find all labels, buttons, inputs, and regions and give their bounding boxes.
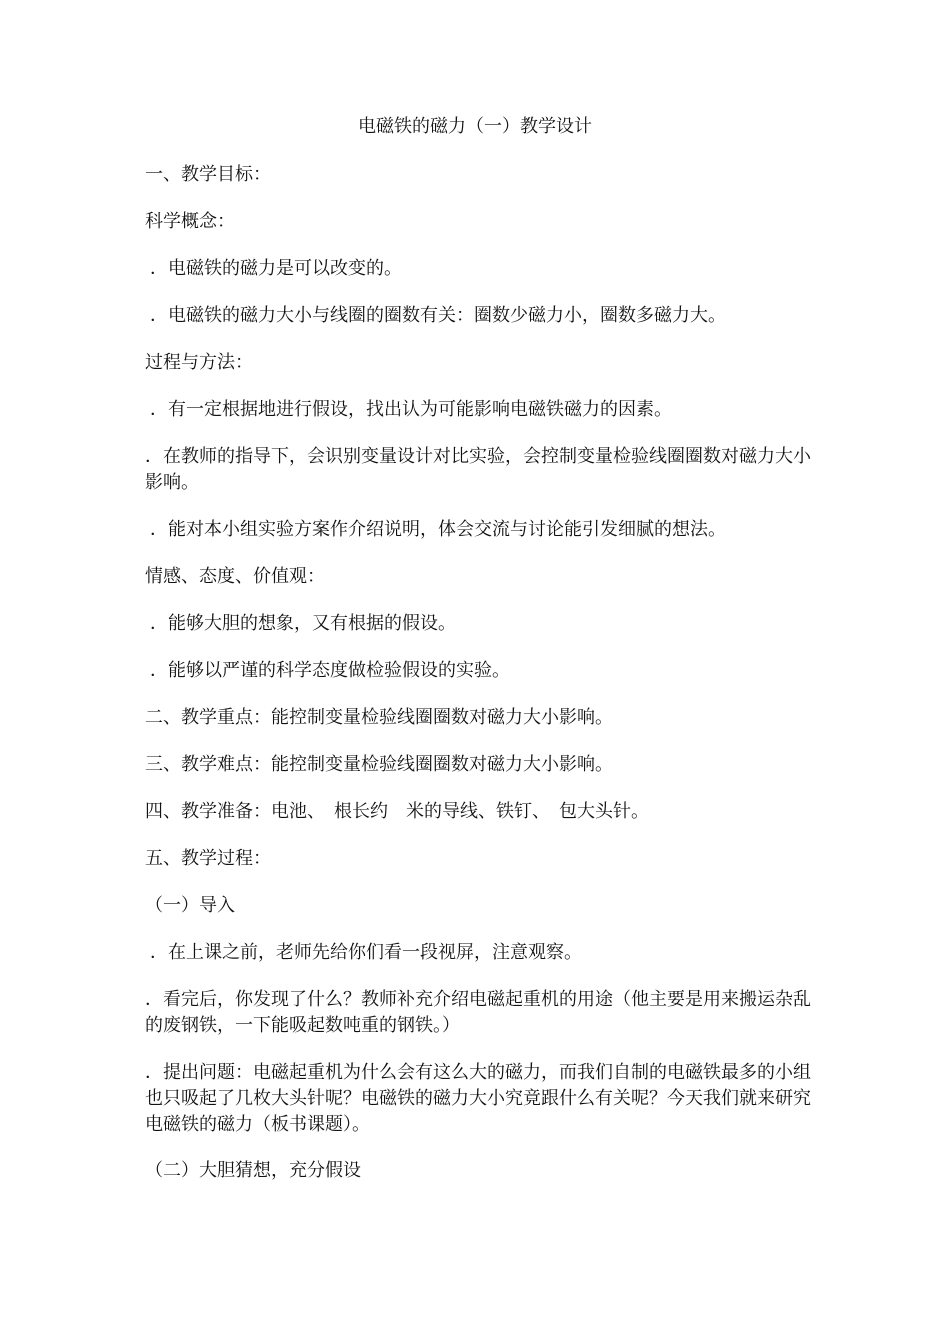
- section-heading-key-points: 二、教学重点：能控制变量检验线圈圈数对磁力大小影响。: [145, 707, 613, 728]
- list-item: ．能够大胆的想象，又有根据的假设。: [150, 613, 456, 634]
- list-item: ．电磁铁的磁力是可以改变的。: [150, 258, 402, 279]
- list-item: ．在上课之前，老师先给你们看一段视屏，注意观察。: [150, 942, 582, 963]
- list-item: ．能够以严谨的科学态度做检验假设的实验。: [150, 660, 510, 681]
- subheading-hypothesis: （二）大胆猜想，充分假设: [145, 1160, 361, 1181]
- section-heading-difficulties: 三、教学难点：能控制变量检验线圈圈数对磁力大小影响。: [145, 754, 613, 775]
- subheading-introduction: （一）导入: [145, 895, 235, 916]
- list-item: ．能对本小组实验方案作介绍说明，体会交流与讨论能引发细腻的想法。: [150, 519, 726, 540]
- list-item: ．有一定根据地进行假设，找出认为可能影响电磁铁磁力的因素。: [150, 399, 672, 420]
- subheading-science-concepts: 科学概念：: [145, 211, 235, 232]
- subheading-attitudes-values: 情感、态度、价值观：: [145, 566, 325, 587]
- list-item: ．看完后，你发现了什么？教师补充介绍电磁起重机的用途（他主要是用来搬运杂乱的废钢铁，一下能吸起数吨重的钢铁。）: [145, 989, 811, 1036]
- section-heading-objectives: 一、教学目标：: [145, 164, 271, 185]
- subheading-process-methods: 过程与方法：: [145, 352, 253, 373]
- list-item: ．在教师的指导下，会识别变量设计对比实验，会控制变量检验线圈圈数对磁力大小影响。: [145, 446, 811, 493]
- section-heading-process: 五、教学过程：: [145, 848, 271, 869]
- list-item: ．提出问题：电磁起重机为什么会有这么大的磁力，而我们自制的电磁铁最多的小组也只吸起了几枚大头针呢？电磁铁的磁力大小究竟跟什么有关呢？今天我们就来研究电磁铁的磁力（板书课题）。: [145, 1062, 811, 1135]
- section-heading-preparation: 四、教学准备：电池、 根长约 米的导线、铁钉、 包大头针。: [145, 801, 649, 822]
- document-title: 电磁铁的磁力（一）教学设计: [358, 116, 592, 137]
- list-item: ．电磁铁的磁力大小与线圈的圈数有关：圈数少磁力小，圈数多磁力大。: [150, 305, 726, 326]
